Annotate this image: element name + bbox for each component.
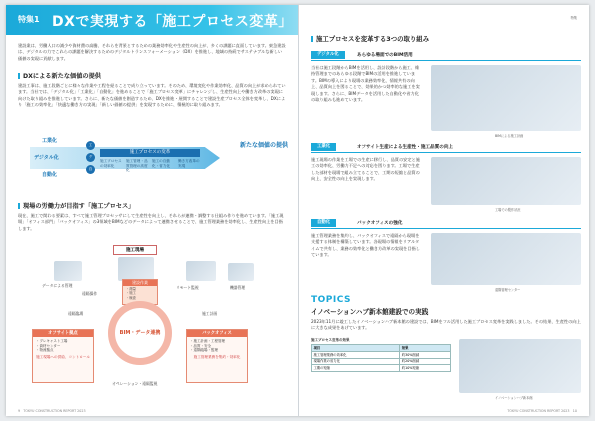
site-label: 施工現場 — [113, 245, 157, 255]
right-footer: TOKYU CONSTRUCTION REPORT 2023 10 — [507, 409, 577, 413]
left-page — [6, 5, 298, 416]
block-subtitle: バックオフィスの強化 — [357, 221, 403, 226]
offsite-panel-items — [33, 337, 93, 355]
pill-automation: 自動化 — [311, 219, 336, 227]
table-row — [312, 365, 451, 372]
office-photo — [431, 233, 581, 285]
table-cell: 施工管理業務の効率化 — [312, 351, 400, 358]
diagram-center-label: 施工プロセスの変革 — [100, 149, 200, 157]
diagram-caption: 施工計画 — [202, 311, 218, 316]
offsite-item: ・資材センター — [36, 343, 61, 348]
backoffice-panel — [186, 329, 248, 383]
diagram-sub-label: 施工の自動化・省力化 — [152, 159, 170, 168]
table-cell: 現場作業の省力化 — [312, 358, 400, 365]
backoffice-panel-title: バックオフィス — [187, 330, 247, 337]
process-circle-diagram — [16, 241, 292, 406]
diagram-caption: 遠隔臨場 — [68, 311, 84, 316]
equipment-illustration — [54, 261, 82, 281]
block-rule — [311, 152, 581, 153]
table-row — [312, 351, 451, 358]
backoffice-panel-items — [187, 337, 247, 355]
topics-body: 2023年11月に竣工したイノベーションハブ新本館の建設では、BIMをフル活用した施工プロセス変革を実践しました。その結果、生産性の向上に大きな成果をあげています。 — [311, 319, 581, 331]
table-cell: 約30%削減 — [400, 351, 451, 358]
diagram-caption: 機器管理 — [230, 285, 246, 290]
topics-title: イノベーションハブ新本館建設での実践 — [311, 308, 429, 316]
topics-label: TOPICS — [311, 295, 351, 305]
initiatives-heading: 施工プロセスを変革する3つの取り組み — [311, 34, 429, 43]
diagram-caption: 遠隔操作 — [82, 291, 98, 296]
block-rule — [311, 60, 581, 61]
diagram-sub-label: 働き方改革の実現 — [178, 159, 200, 168]
section-heading-process: 現場の労働力が目指す「施工プロセス」 — [18, 201, 134, 210]
table-header: 効果 — [400, 345, 451, 352]
table-header-row — [312, 345, 451, 352]
diagram-caption: オペレーション・遠隔監視 — [112, 381, 158, 386]
backoffice-item: ・品質・安全 — [190, 343, 211, 348]
construction-work-title: 建設作業 — [123, 280, 157, 286]
diagram-sub-label: 施工プロセスの効率化 — [100, 159, 122, 168]
diagram-node: 自 — [86, 165, 95, 174]
pill-industrialization: 工業化 — [311, 143, 336, 151]
block-body: 施工管理業務を集約し、バックオフィスで遠隔から現場を支援する体制を構築しています。各現場の情報をリアルタイムで共有し、業務の効率化と働き方改革の実現を目指しています。 — [311, 233, 420, 258]
construction-work-item: ・測量 — [126, 287, 136, 291]
ring-label: BIM・データ連携 — [119, 330, 161, 336]
right-page — [299, 5, 589, 416]
construction-work-items — [123, 286, 157, 301]
block-subtitle: あらゆる場面でのBIM活用 — [357, 53, 413, 58]
title-band — [6, 5, 298, 35]
diagram-result: 新たな価値の提供 — [239, 142, 288, 149]
right-header: 特集 — [570, 16, 577, 20]
construction-work-item: ・検査 — [126, 295, 136, 300]
building-photo — [459, 339, 581, 393]
table-cell: 工期の短縮 — [312, 365, 400, 372]
backoffice-item: ・遠隔臨場・監理 — [190, 348, 218, 353]
block-caption: 遠隔管理センター — [495, 288, 521, 292]
worker-illustration — [118, 257, 154, 281]
diagram-sub-label: 施工管理・品質管理の高度化 — [126, 159, 148, 173]
block-body: 当社は施工段階からBIMを活用し、設計段階から施工、維持管理までのあらゆる段階でBIMの活用を推進しています。BIMの導入により現場の業務効率化、情報共有の向上、品質向上を図ることで、効果的かつ効率的な施工を実現します。さらに、BIMデータを活用した自動化や省力化の取り組みも進めています。 — [311, 65, 420, 103]
diagram-node: デ — [86, 153, 95, 162]
effect-table — [311, 344, 451, 372]
offsite-item: ・物流拠点 — [36, 348, 54, 353]
diagram-caption: データによる管理 — [42, 283, 73, 288]
section-heading-value: DXによる新たな価値の提供 — [18, 71, 101, 80]
page-title: DXで実現する「施工プロセス変革」 — [52, 14, 293, 30]
section-body-process: 現在、施工で関わる要素は、すべて施工管理プロセッサにして生産性を向上し、それらが連携・調整する仕組み作りを進めています。「施工現場」「オフィス部門」「バックオフィス」の3領域をBIMなどのデータによって連携させることで、施工管理業務を効率化し、生産性向上を目指します。 — [18, 213, 284, 231]
crane-illustration — [228, 263, 254, 281]
offsite-panel-title: オフサイト拠点 — [33, 330, 93, 337]
offsite-panel — [32, 329, 94, 383]
bim-diagram-image — [431, 65, 581, 131]
pill-digitalization: デジタル化 — [311, 51, 345, 59]
offsite-item: ・プレキャスト工場 — [36, 339, 68, 343]
feature-tag: 特集1 — [18, 15, 40, 24]
construction-work-item: ・施工 — [126, 291, 136, 296]
diagram-node: 工 — [86, 141, 95, 150]
block-caption: BIMによる施工計画 — [495, 134, 524, 138]
section-body-value: 建設工事は、施工段階ごとに様々な作業や工程を経ることで成り立っています。そのため、環境変化や作業効率化、品質の向上が求められています。当社では、「デジタル化」「工業化」「自動化」を進めることで「施工プロセス変革」にチャレンジし、生産性向上や働き方改革の実現に向けた取り組みを推進しています。さらに、新たな価値を創造するため、DXを推進・展開することで建設生産プロセス全体を変革し、DXにより「施工の効率化」「快適な働き方の実現」「新しい価値の提供」を実現するために、積極的に取り組みます。 — [18, 83, 286, 108]
diagram-caption: リモート監視 — [176, 285, 199, 290]
diagram-label-automation: 自動化 — [42, 172, 58, 178]
left-footer: 9 TOKYU CONSTRUCTION REPORT 2023 — [18, 409, 86, 413]
backoffice-item: ・施工計画・工程管理 — [190, 339, 225, 343]
report-spread — [6, 5, 589, 416]
factory-photo — [431, 157, 581, 205]
value-diagram — [30, 135, 236, 179]
intro-paragraph: 建設業は、労働人口の減少や資材費の高騰、それらを背景とするための業務効率化や生産性の向上が、多くの課題に直面しています。東急建設は、デジタルの力でこれらの課題を解決するためのデジタルトランスフォーメーション（DX）を推進し、地域の持続でサステナブルな新しい価値の実現に貢献します。 — [18, 43, 286, 61]
table-cell: 約10%短縮 — [400, 365, 451, 372]
diagram-label-industrialization: 工業化 — [42, 138, 58, 144]
block-subtitle: オフサイト生産による生産性・施工品質の向上 — [357, 145, 454, 150]
table-cell: 約20%削減 — [400, 358, 451, 365]
photo-caption: イノベーションハブ新本館 — [495, 396, 533, 400]
block-body: 施工現場の作業を工場での生産に移行し、品質の安定と施工の効率化、労働力不足への対応を図ります。工場で生産した部材を現場で組み立てることで、工期の短縮と品質の向上、安全性の向上を実現します。 — [311, 157, 420, 182]
table-row — [312, 358, 451, 365]
diagram-label-digitalization: デジタル化 — [34, 155, 59, 161]
backoffice-panel-note: 施工管理業務を集約・効率化 — [193, 354, 241, 359]
table-header: 項目 — [312, 345, 400, 352]
machinery-illustration — [186, 261, 216, 281]
block-caption: 工場での製作状況 — [495, 208, 521, 212]
table-title: 施工プロセス変革の効果 — [311, 338, 350, 342]
block-rule — [311, 228, 581, 229]
offsite-panel-note: 施工現場への供給、コントロール — [36, 354, 90, 359]
